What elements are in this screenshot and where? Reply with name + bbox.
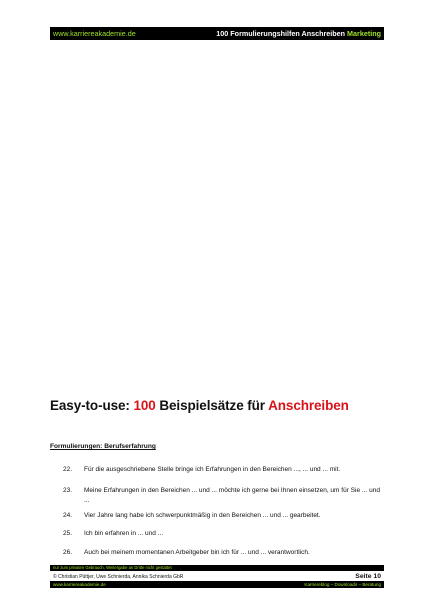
item-number: 25. xyxy=(63,530,73,537)
header-title-accent: Marketing xyxy=(347,29,381,38)
item-text: Vier Jahre lang habe ich schwerpunktmäßig in den Bereichen ... und ... gearbeitet. xyxy=(84,512,321,519)
footer-copyright-row xyxy=(50,572,384,581)
footer-links[interactable]: Karriereblog – Downloads – Beratung xyxy=(304,582,381,587)
page-number: Seite 10 xyxy=(355,573,381,580)
header-title-main: 100 Formulierungshilfen Anschreiben xyxy=(216,29,346,38)
title-part-1: Easy-to-use: xyxy=(50,398,134,413)
header-bar xyxy=(50,27,384,40)
header-title xyxy=(216,29,381,38)
item-number: 23. xyxy=(63,487,73,494)
footer-bottom-bar xyxy=(50,581,384,588)
footer-notice: nur zum privaten Gebrauch, Weitergabe an Dritte nicht gestattet xyxy=(50,565,384,571)
title-number: 100 xyxy=(133,398,156,413)
footer-site-link[interactable]: www.karriereakademie.de xyxy=(53,582,106,587)
item-text: Auch bei meinem momentanen Arbeitgeber bin ich für ... und ... verantwortlich. xyxy=(84,549,310,556)
item-number: 24. xyxy=(63,512,73,519)
item-text: Meine Erfahrungen in den Bereichen ... und ... möchte ich gerne bei Ihnen einsetzen, um für Sie ... und ... xyxy=(84,487,380,504)
item-number: 26. xyxy=(63,549,73,556)
item-text: Ich bin erfahren in ... und ... xyxy=(84,530,164,537)
item-text: Für die ausgeschriebene Stelle bringe ich Erfahrungen in den Bereichen ..., ... und ... mit. xyxy=(84,466,341,473)
header-site-link[interactable]: www.karriereakademie.de xyxy=(53,29,136,38)
title-part-2: Beispielsätze für xyxy=(155,398,269,413)
item-number: 22. xyxy=(63,466,73,473)
footer-copyright: © Christian Püttjer, Uwe Schnierda, Annika Schnierda GbR xyxy=(53,573,184,580)
section-heading: Formulierungen: Berufserfahrung xyxy=(50,443,156,450)
page-title xyxy=(50,398,349,413)
title-part-3: Anschreiben xyxy=(268,398,349,413)
